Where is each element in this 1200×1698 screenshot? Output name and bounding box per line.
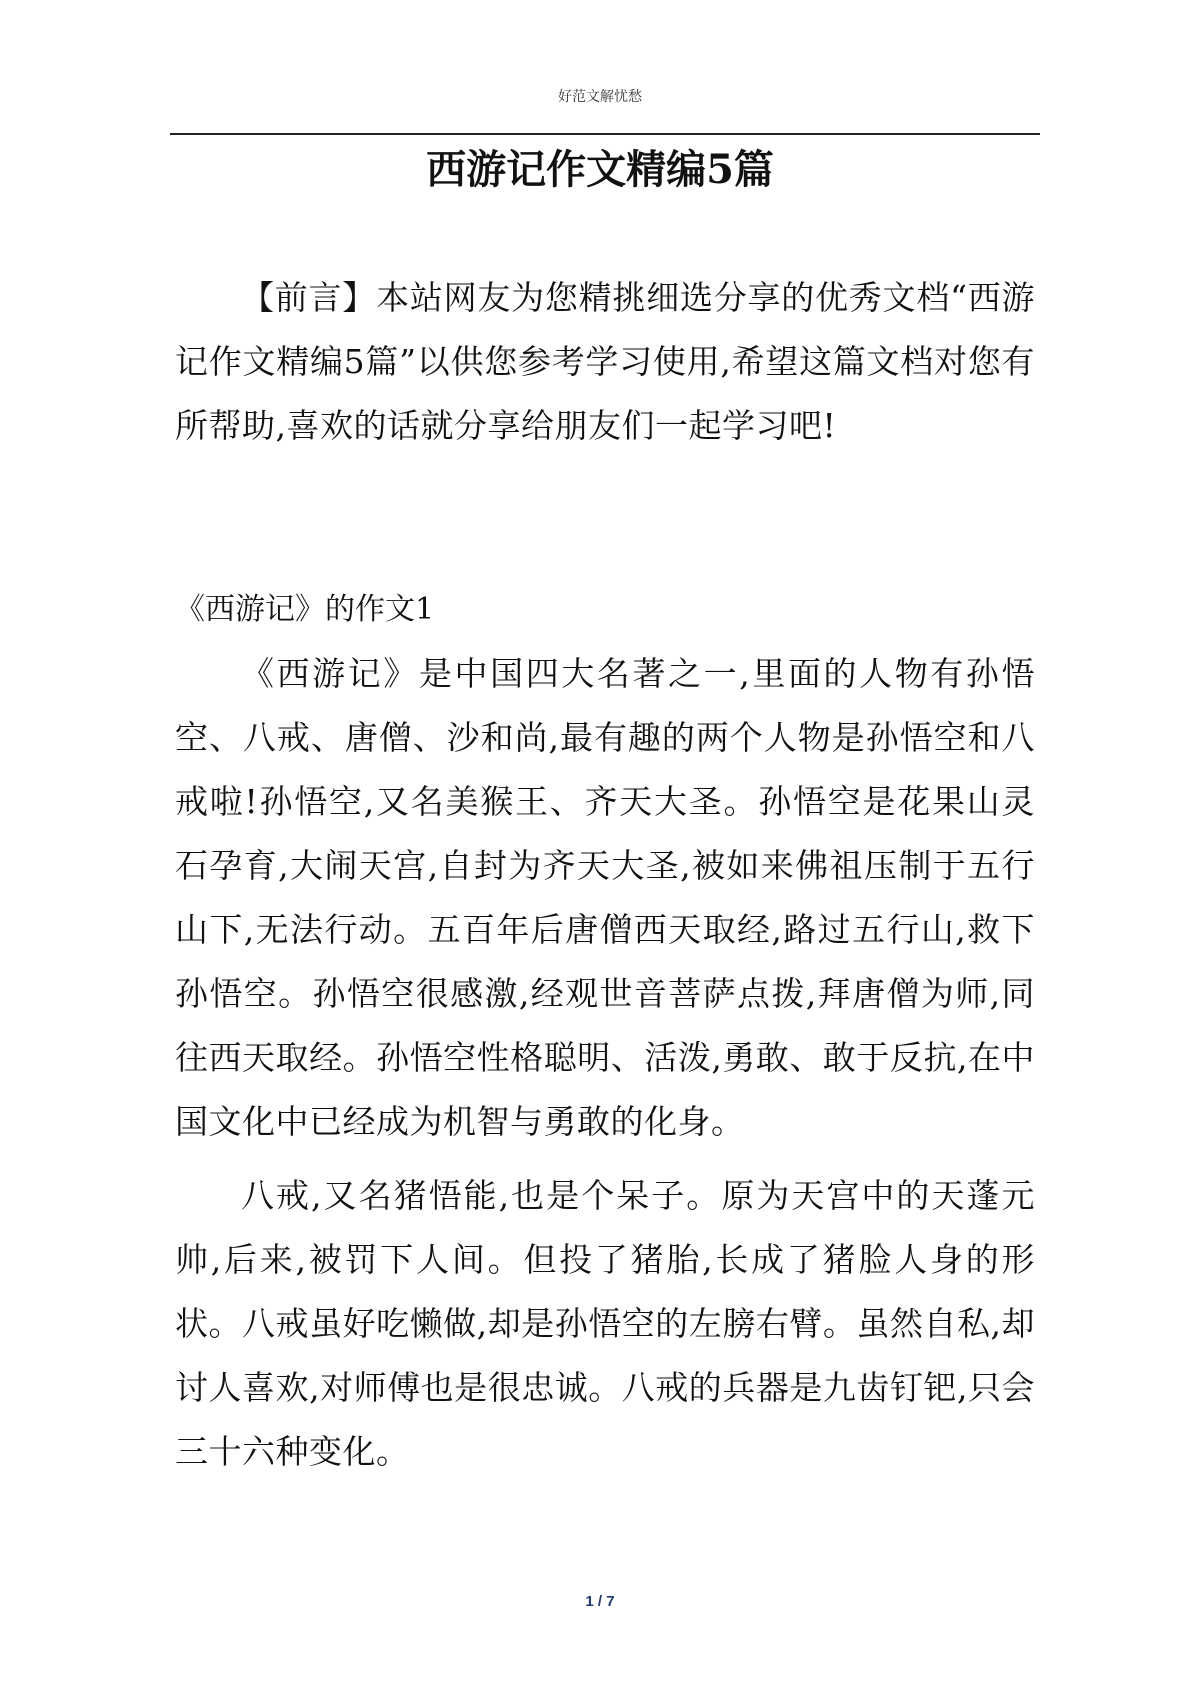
page-number: 1 / 7 [585, 1593, 615, 1610]
preface-paragraph: 【前言】本站网友为您精挑细选分享的优秀文档“西游记作文精编5篇”以供您参考学习使用,希望这篇文档对您有所帮助,喜欢的话就分享给朋友们一起学习吧! [175, 278, 1035, 445]
document-title: 西游记作文精编5篇 [426, 146, 774, 193]
header-divider [170, 133, 1040, 135]
body-paragraph: 《西游记》是中国四大名著之一,里面的人物有孙悟空、八戒、唐僧、沙和尚,最有趣的两个人物是孙悟空和八戒啦!孙悟空,又名美猴王、齐天大圣。孙悟空是花果山灵石孕育,大闹天宫,自封为齐天大圣,被如来佛祖压制于五行山下,无法行动。五百年后唐僧西天取经,路过五行山,救下孙悟空。孙悟空很感激,经观世音菩萨点拨,拜唐僧为师,同往西天取经。孙悟空性格聪明、活泼,勇敢、敢于反抗,在中国文化中已经成为机智与勇敢的化身。 [175, 654, 1035, 1141]
preface-block [175, 266, 1035, 458]
body-paragraph: 八戒,又名猪悟能,也是个呆子。原为天宫中的天蓬元帅,后来,被罚下人间。但投了猪胎,长成了猪脸人身的形状。八戒虽好吃懒做,却是孙悟空的左膀右臂。虽然自私,却讨人喜欢,对师傅也是很忠诚。八戒的兵器是九齿钉钯,只会三十六种变化。 [175, 1176, 1035, 1471]
essay-body [175, 642, 1035, 1484]
page-header: 好范文解忧愁 [558, 89, 642, 105]
section-heading: 《西游记》的作文1 [175, 592, 435, 627]
